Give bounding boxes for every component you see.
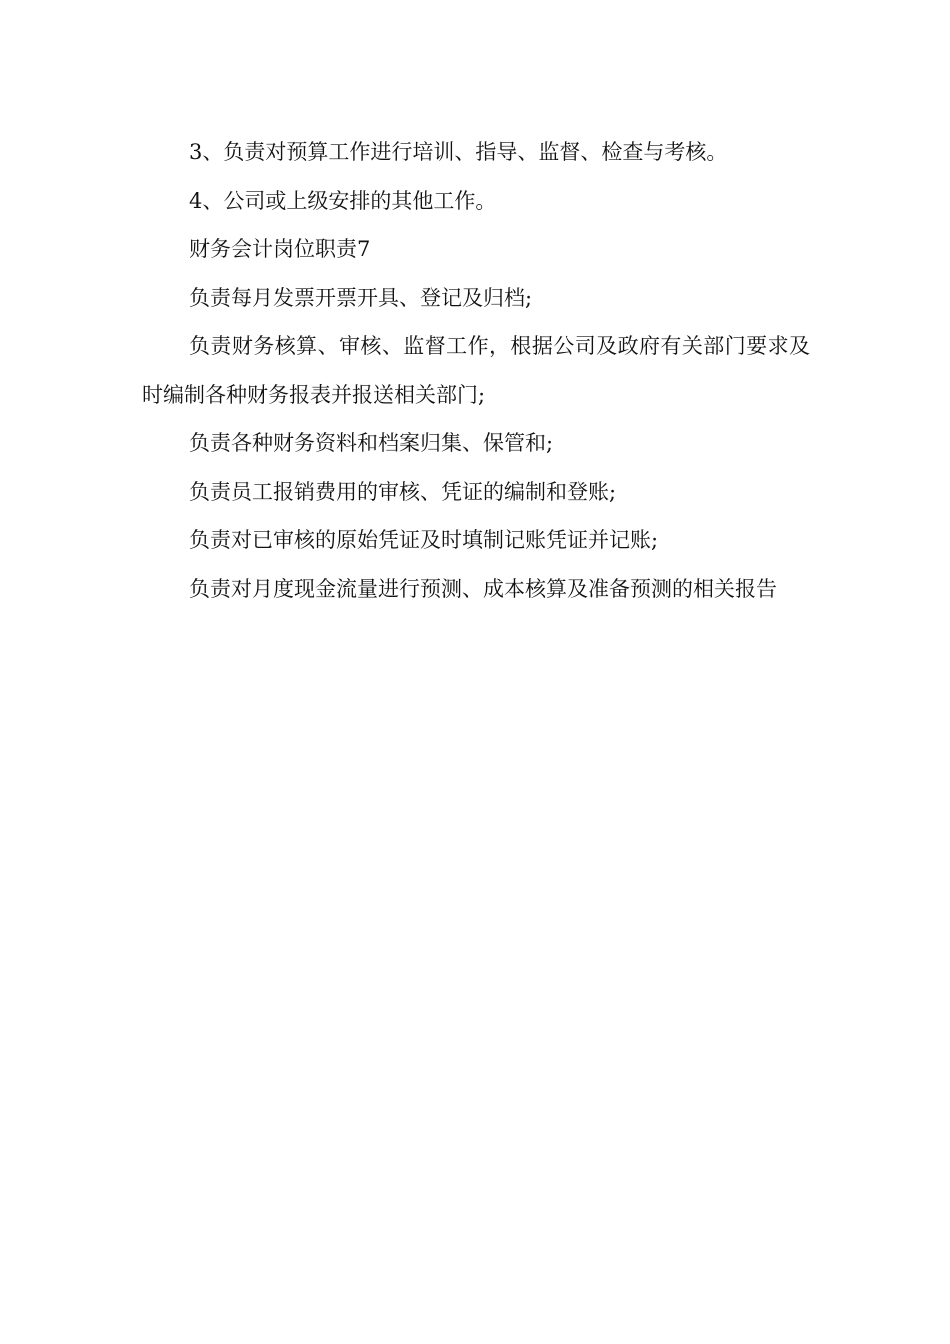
paragraph-cash-flow: 负责对月度现金流量进行预测、成本核算及准备预测的相关报告 — [189, 576, 777, 601]
paragraph-archives: 负责各种财务资料和档案归集、保管和; — [189, 431, 554, 455]
paragraph-invoices: 负责每月发票开票开具、登记及归档; — [189, 285, 533, 310]
section-heading: 财务会计岗位职责7 — [189, 237, 371, 261]
paragraph-other-work: 4、公司或上级安排的其他工作。 — [189, 188, 497, 213]
paragraph-vouchers: 负责对已审核的原始凭证及时填制记账凭证并记账; — [189, 528, 659, 552]
paragraph-budget-training: 3、负责对预算工作进行培训、指导、监督、检查与考核。 — [189, 140, 728, 164]
document-body — [142, 128, 810, 613]
paragraph-reimbursement: 负责员工报销费用的审核、凭证的编制和登账; — [189, 479, 617, 504]
paragraph-accounting-audit: 负责财务核算、审核、监督工作，根据公司及政府有关部门要求及时编制各种财务报表并报送相关部门; — [142, 334, 810, 407]
